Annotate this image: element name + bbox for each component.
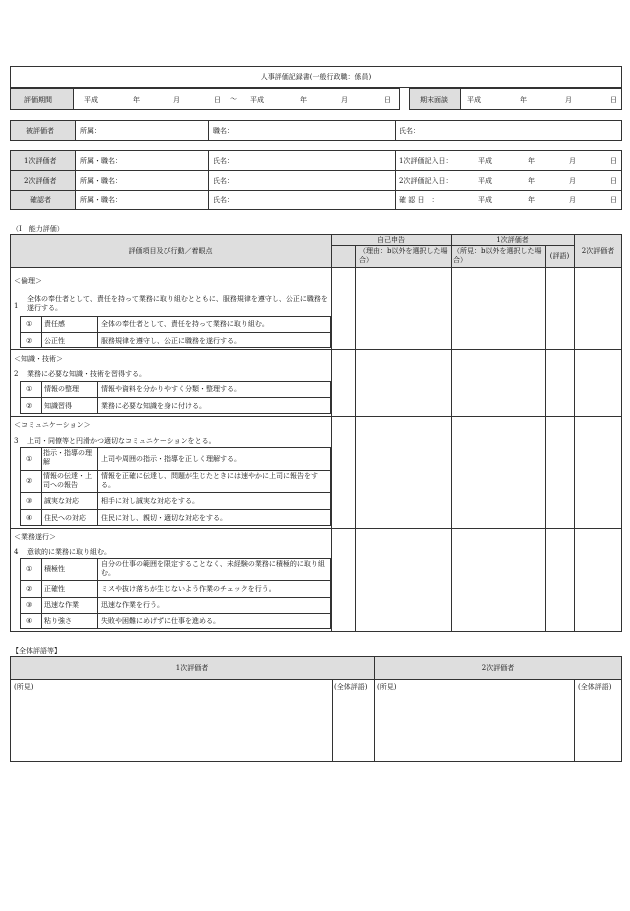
header-first-note: （所見：b以外を選択した場合） [453,247,542,264]
overall-second-opinion: (所見) [377,683,397,691]
evaluator1-month: 月 [569,157,576,165]
cat2-item1-no: ① [26,385,33,393]
confirm-year: 年 [528,196,535,204]
evaluatee-dept: 所属： [80,127,101,135]
header-second: 2次評価者 [581,247,615,255]
evaluator1-label: 1次評価者 [24,157,57,165]
header-self: 自己申告 [377,236,405,244]
evaluator1-era: 平成 [478,157,492,165]
evaluatee-post: 職名： [213,127,234,135]
cat1-item1-no: ① [26,320,33,328]
evaluator2-day: 日 [610,177,617,185]
cat1-item1-text: 全体の奉仕者として、責任を持って業務に取り組む。 [101,320,269,328]
cat3-item2-text: 情報を正確に伝達し、問題が生じたときには速やかに上司に報告をする。 [101,472,318,489]
confirm-day: 日 [610,196,617,204]
header-self-sub: （理由：b以外を選択した場合） [359,247,448,264]
cat2-item1-text: 情報や資料を分かりやすく分類・整理する。 [101,385,241,393]
evaluator2-year: 年 [528,177,535,185]
cat1-item2-text: 服務規律を遵守し、公正に職務を遂行する。 [101,337,241,345]
evaluatee-row [10,120,622,141]
period-era-2: 平成 [250,96,264,104]
cat3-item3-no: ③ [26,497,33,505]
evaluator2-name: 氏名： [213,177,234,185]
cat4-item3-text: 迅速な作業を行う。 [101,601,164,609]
period-era-1: 平成 [84,96,98,104]
evaluatee-name: 氏名： [399,127,420,135]
cat3-item4-text: 住民に対し、親切・適切な対応をする。 [101,514,227,522]
cat1-number: 1 [14,302,19,310]
confirmer-label: 確認者 [30,196,51,204]
period-month-1: 月 [173,96,180,104]
overall-second-header: 2次評価者 [481,664,515,672]
interview-label: 期末面談 [420,96,448,104]
cat2-desc: 業務に必要な知識・技術を習得する。 [27,370,146,378]
confirm-era: 平成 [478,196,492,204]
cat4-desc: 意欲的に業務に取り組む。 [27,548,111,556]
cat1-item2-no: ② [26,337,33,345]
evaluator1-day: 日 [610,157,617,165]
overall-first-header: 1次評価者 [175,664,209,672]
cat3-item1-text: 上司や周囲の指示・指導を正しく理解する。 [101,455,241,463]
evaluator1-date-label: 1次評価記入日： [399,157,453,165]
cat3-item3-name: 誠実な対応 [44,497,79,505]
evaluator2-era: 平成 [478,177,492,185]
cat3-desc: 上司・同僚等と円滑かつ適切なコミュニケーションをとる。 [27,437,216,445]
interview-era: 平成 [467,96,481,104]
period-label: 評価期間 [24,96,52,104]
header-first-grade: (評語) [549,252,570,260]
cat2-item2-no: ② [26,402,33,410]
cat2-number: 2 [14,370,19,378]
overall-first-grade: (全体評語) [334,683,368,691]
cat3-number: 3 [14,437,19,445]
cat4-item3-no: ③ [26,601,33,609]
overall-section-title: 【全体評語等】 [12,647,61,655]
cat4-item1-text: 自分の仕事の範囲を限定することなく、未経験の業務に積極的に取り組む。 [101,560,325,577]
overall-second-grade: (全体評語) [578,683,612,691]
evaluator2-deptpost: 所属・職名： [80,177,122,185]
cat3-item2-name: 情報の伝達・上司への報告 [43,472,92,489]
overall-first-opinion: (所見) [14,683,34,691]
cat2-item2-name: 知識習得 [44,402,72,410]
evaluator2-date-label: 2次評価記入日： [399,177,453,185]
header-items: 評価項目及び行動／着眼点 [128,247,213,255]
cat3-item1-name: 指示・指導の理解 [43,449,92,466]
period-month-2: 月 [341,96,348,104]
cat3-item4-name: 住民への対応 [44,514,86,522]
cat3-item3-text: 相手に対し誠実な対応をする。 [101,497,199,505]
evaluator2-month: 月 [569,177,576,185]
period-day-2: 日 [384,96,391,104]
evaluatee-label: 被評価者 [26,127,54,135]
period-year-1: 年 [133,96,140,104]
cat2-item2-text: 業務に必要な知識を身に付ける。 [101,402,206,410]
cat3-item4-no: ④ [26,514,33,522]
evaluator2-label: 2次評価者 [24,177,57,185]
confirm-month: 月 [569,196,576,204]
confirmer-deptpost: 所属・職名： [80,196,122,204]
cat4-item2-text: ミスや抜け落ちが生じないよう作業のチェックを行う。 [101,585,276,593]
evaluator1-name: 氏名： [213,157,234,165]
cat4-item2-no: ② [26,585,33,593]
cat4-item2-name: 正確性 [44,585,65,593]
interview-day: 日 [610,96,617,104]
header-first: 1次評価者 [496,236,529,244]
period-day-1: 日 [214,96,221,104]
cat3-heading: ＜コミュニケーション＞ [14,421,91,429]
cat1-item1-name: 責任感 [44,320,65,328]
cat1-item2-name: 公正性 [44,337,65,345]
confirmer-name: 氏名： [213,196,234,204]
confirm-date-label: 確 認 日 ： [399,196,439,204]
cat2-heading: ＜知識・技術＞ [14,355,63,363]
cat4-item4-no: ④ [26,617,33,625]
interview-month: 月 [565,96,572,104]
evaluator1-year: 年 [528,157,535,165]
cat4-item3-name: 迅速な作業 [44,601,79,609]
cat2-item1-name: 情報の整理 [44,385,79,393]
period-tilde: 〜 [230,95,237,103]
cat3-item1-no: ① [26,455,33,463]
cat4-item4-name: 粘り強さ [44,617,72,625]
cat1-heading: ＜倫理＞ [14,277,42,285]
cat4-item4-text: 失敗や困難にめげずに仕事を進める。 [101,617,220,625]
cat4-item1-name: 積極性 [44,565,65,573]
form-title: 人事評価記録書(一般行政職：係員) [260,73,372,81]
interview-year: 年 [520,96,527,104]
cat4-heading: ＜業務遂行＞ [14,533,56,541]
cat4-number: 4 [14,548,19,556]
evaluator1-deptpost: 所属・職名： [80,157,122,165]
period-year-2: 年 [300,96,307,104]
cat4-item1-no: ① [26,565,33,573]
ability-section-title: （I 能力評価） [12,225,64,233]
cat3-item2-no: ② [26,477,33,485]
cat1-desc: 全体の奉仕者として、責任を持って業務に取り組むとともに、服務規律を遵守し、公正に職務を遂行する。 [27,295,328,312]
